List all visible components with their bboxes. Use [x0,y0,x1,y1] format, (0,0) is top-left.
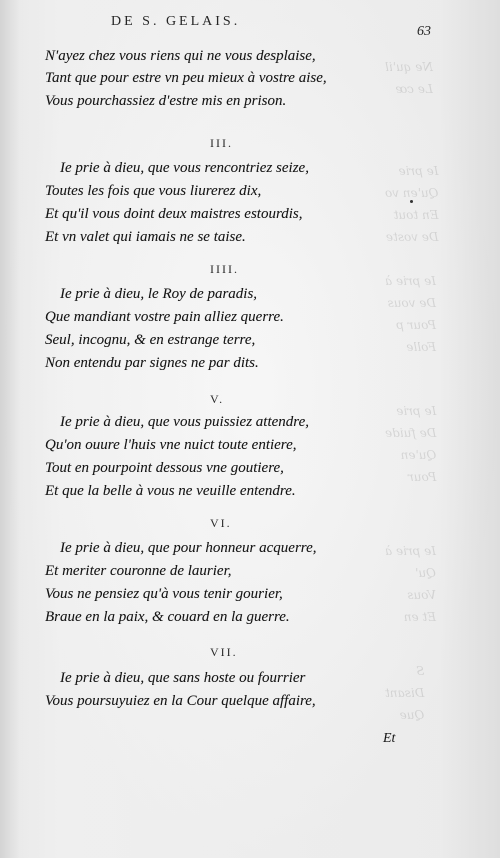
verse-line: Ie prie à dieu, que vous rencontriez seize, [60,160,309,176]
stanza-heading: V. [210,392,225,406]
verse-line: Vous poursuyuiez en la Cour quelque affaire, [45,693,316,709]
page-number: 63 [417,24,431,39]
verse-line: Ie prie à dieu, que vous puissiez attendre, [60,414,309,430]
verse-line: Ie prie à dieu, que pour honneur acquerre, [60,540,317,556]
verse-line: Tout en pourpoint dessous vne goutiere, [45,460,284,476]
ink-speck [410,200,413,203]
stanza-heading: VII. [210,645,238,659]
verse-line: Tant que pour estre vn peu mieux à vostre aise, [45,70,327,86]
show-through-text: Ie prie De fuide Qu'en Pour [385,404,437,484]
running-head: DE S. GELAIS. [111,14,241,29]
verse-line: Braue en la paix, & couard en la guerre. [45,609,290,625]
show-through-text: S Disant Que [385,664,425,722]
stanza-heading: IIII. [210,262,239,276]
verse-line: Seul, incognu, & en estrange terre, [45,332,256,348]
verse-line: Et vn valet qui iamais ne se taise. [45,229,246,245]
stanza-heading: VI. [210,516,232,530]
catchword: Et [383,731,396,746]
stanza-heading: III. [210,136,233,150]
show-through-text: Ie prie à De vous Pour p Folle [385,274,436,354]
verse-line: Que mandiant vostre pain alliez querre. [45,309,284,325]
verse-line: Vous ne pensiez qu'à vous tenir gourier, [45,586,283,602]
show-through-text: Ie prie Qu'en vo En tout De voste [385,164,439,244]
verse-line: N'ayez chez vous riens qui ne vous desplaise, [45,48,316,64]
verse-line: Ie prie à dieu, le Roy de paradis, [60,286,258,302]
verse-line: Non entendu par signes ne par dits. [45,355,259,371]
verse-line: Et que la belle à vous ne veuille entendre. [45,483,296,499]
verse-line: Vous pourchassiez d'estre mis en prison. [45,93,287,109]
verse-line: Ie prie à dieu, que sans hoste ou fourrier [60,670,306,686]
show-through-text: Ne qu'il Le cœ [385,60,433,96]
show-through-text: Ie prie à Qu' Vous Et en [385,544,436,624]
verse-line: Et meriter couronne de laurier, [45,563,232,579]
verse-line: Et qu'il vous doint deux maistres estourdis, [45,206,303,222]
verse-line: Qu'on ouure l'huis vne nuict toute entiere, [45,437,297,453]
verse-line: Toutes les fois que vous liurerez dix, [45,183,262,199]
